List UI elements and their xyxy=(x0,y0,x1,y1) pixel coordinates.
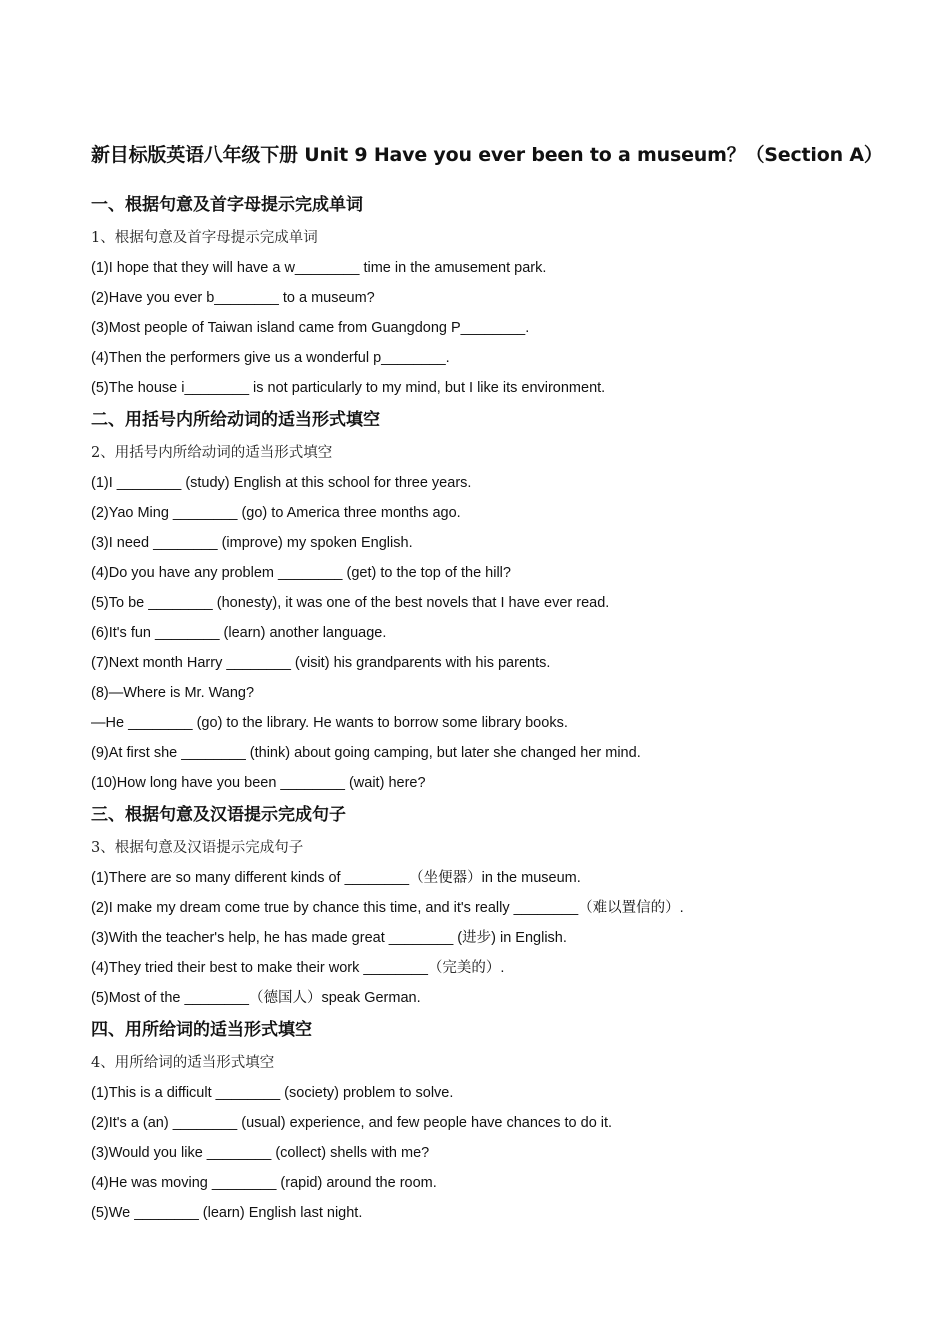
section-heading: 三、根据句意及汉语提示完成句子 xyxy=(91,805,346,825)
exercise-item: (6)It's fun ________ (learn) another language. xyxy=(91,625,387,641)
exercise-item: (3)Most people of Taiwan island came from Guangdong P________. xyxy=(91,320,530,336)
exercise-item: (4)Do you have any problem ________ (get) to the top of the hill? xyxy=(91,565,511,581)
exercise-item: (3)With the teacher's help, he has made great ________ (进步) in English. xyxy=(91,930,567,946)
exercise-item: (1)There are so many different kinds of ________（坐便器）in the museum. xyxy=(91,870,581,886)
exercise-item: (2)Have you ever b________ to a museum? xyxy=(91,290,375,306)
exercise-item: (8)—Where is Mr. Wang? xyxy=(91,685,255,701)
exercise-item: (4)Then the performers give us a wonderful p________. xyxy=(91,350,450,366)
section-intro: 1、根据句意及首字母提示完成单词 xyxy=(91,230,318,246)
worksheet-page xyxy=(91,141,921,1232)
exercise-item: (10)How long have you been ________ (wait) here? xyxy=(91,775,426,791)
exercise-item: (2)It's a (an) ________ (usual) experience, and few people have chances to do it. xyxy=(91,1115,613,1131)
section-heading: 四、用所给词的适当形式填空 xyxy=(91,1020,312,1040)
exercise-item: (1)I hope that they will have a w________ time in the amusement park. xyxy=(91,260,547,276)
exercise-item: (2)Yao Ming ________ (go) to America three months ago. xyxy=(91,505,461,521)
exercise-item: (3)Would you like ________ (collect) shells with me? xyxy=(91,1145,430,1161)
exercise-item: (4)They tried their best to make their work ________（完美的）. xyxy=(91,960,505,976)
exercise-item: (9)At first she ________ (think) about going camping, but later she changed her mind. xyxy=(91,745,641,761)
exercise-item: (5)The house i________ is not particularly to my mind, but I like its environment. xyxy=(91,380,606,396)
section-heading: 二、用括号内所给动词的适当形式填空 xyxy=(91,410,380,430)
section-4 xyxy=(91,1017,921,1224)
exercise-item: (1)I ________ (study) English at this school for three years. xyxy=(91,475,472,491)
section-heading: 一、根据句意及首字母提示完成单词 xyxy=(91,195,363,215)
exercise-item: (5)We ________ (learn) English last night. xyxy=(91,1205,363,1221)
exercise-item: (4)He was moving ________ (rapid) around the room. xyxy=(91,1175,437,1191)
section-2 xyxy=(91,407,921,794)
exercise-item: (5)To be ________ (honesty), it was one of the best novels that I have ever read. xyxy=(91,595,610,611)
exercise-item: (5)Most of the ________（德国人）speak German. xyxy=(91,990,421,1006)
section-3 xyxy=(91,802,921,1009)
section-1 xyxy=(91,192,921,399)
section-intro: 4、用所给词的适当形式填空 xyxy=(91,1055,275,1071)
section-intro: 3、根据句意及汉语提示完成句子 xyxy=(91,840,304,856)
document-title: 新目标版英语八年级下册 Unit 9 Have you ever been to a museum？（Section A） xyxy=(91,144,883,166)
exercise-item: (1)This is a difficult ________ (society) problem to solve. xyxy=(91,1085,454,1101)
exercise-item: (3)I need ________ (improve) my spoken English. xyxy=(91,535,413,551)
exercise-item: (2)I make my dream come true by chance this time, and it's really ________（难以置信的）. xyxy=(91,900,684,916)
section-intro: 2、用括号内所给动词的适当形式填空 xyxy=(91,445,333,461)
exercise-item: —He ________ (go) to the library. He wants to borrow some library books. xyxy=(91,715,568,731)
exercise-item: (7)Next month Harry ________ (visit) his grandparents with his parents. xyxy=(91,655,551,671)
